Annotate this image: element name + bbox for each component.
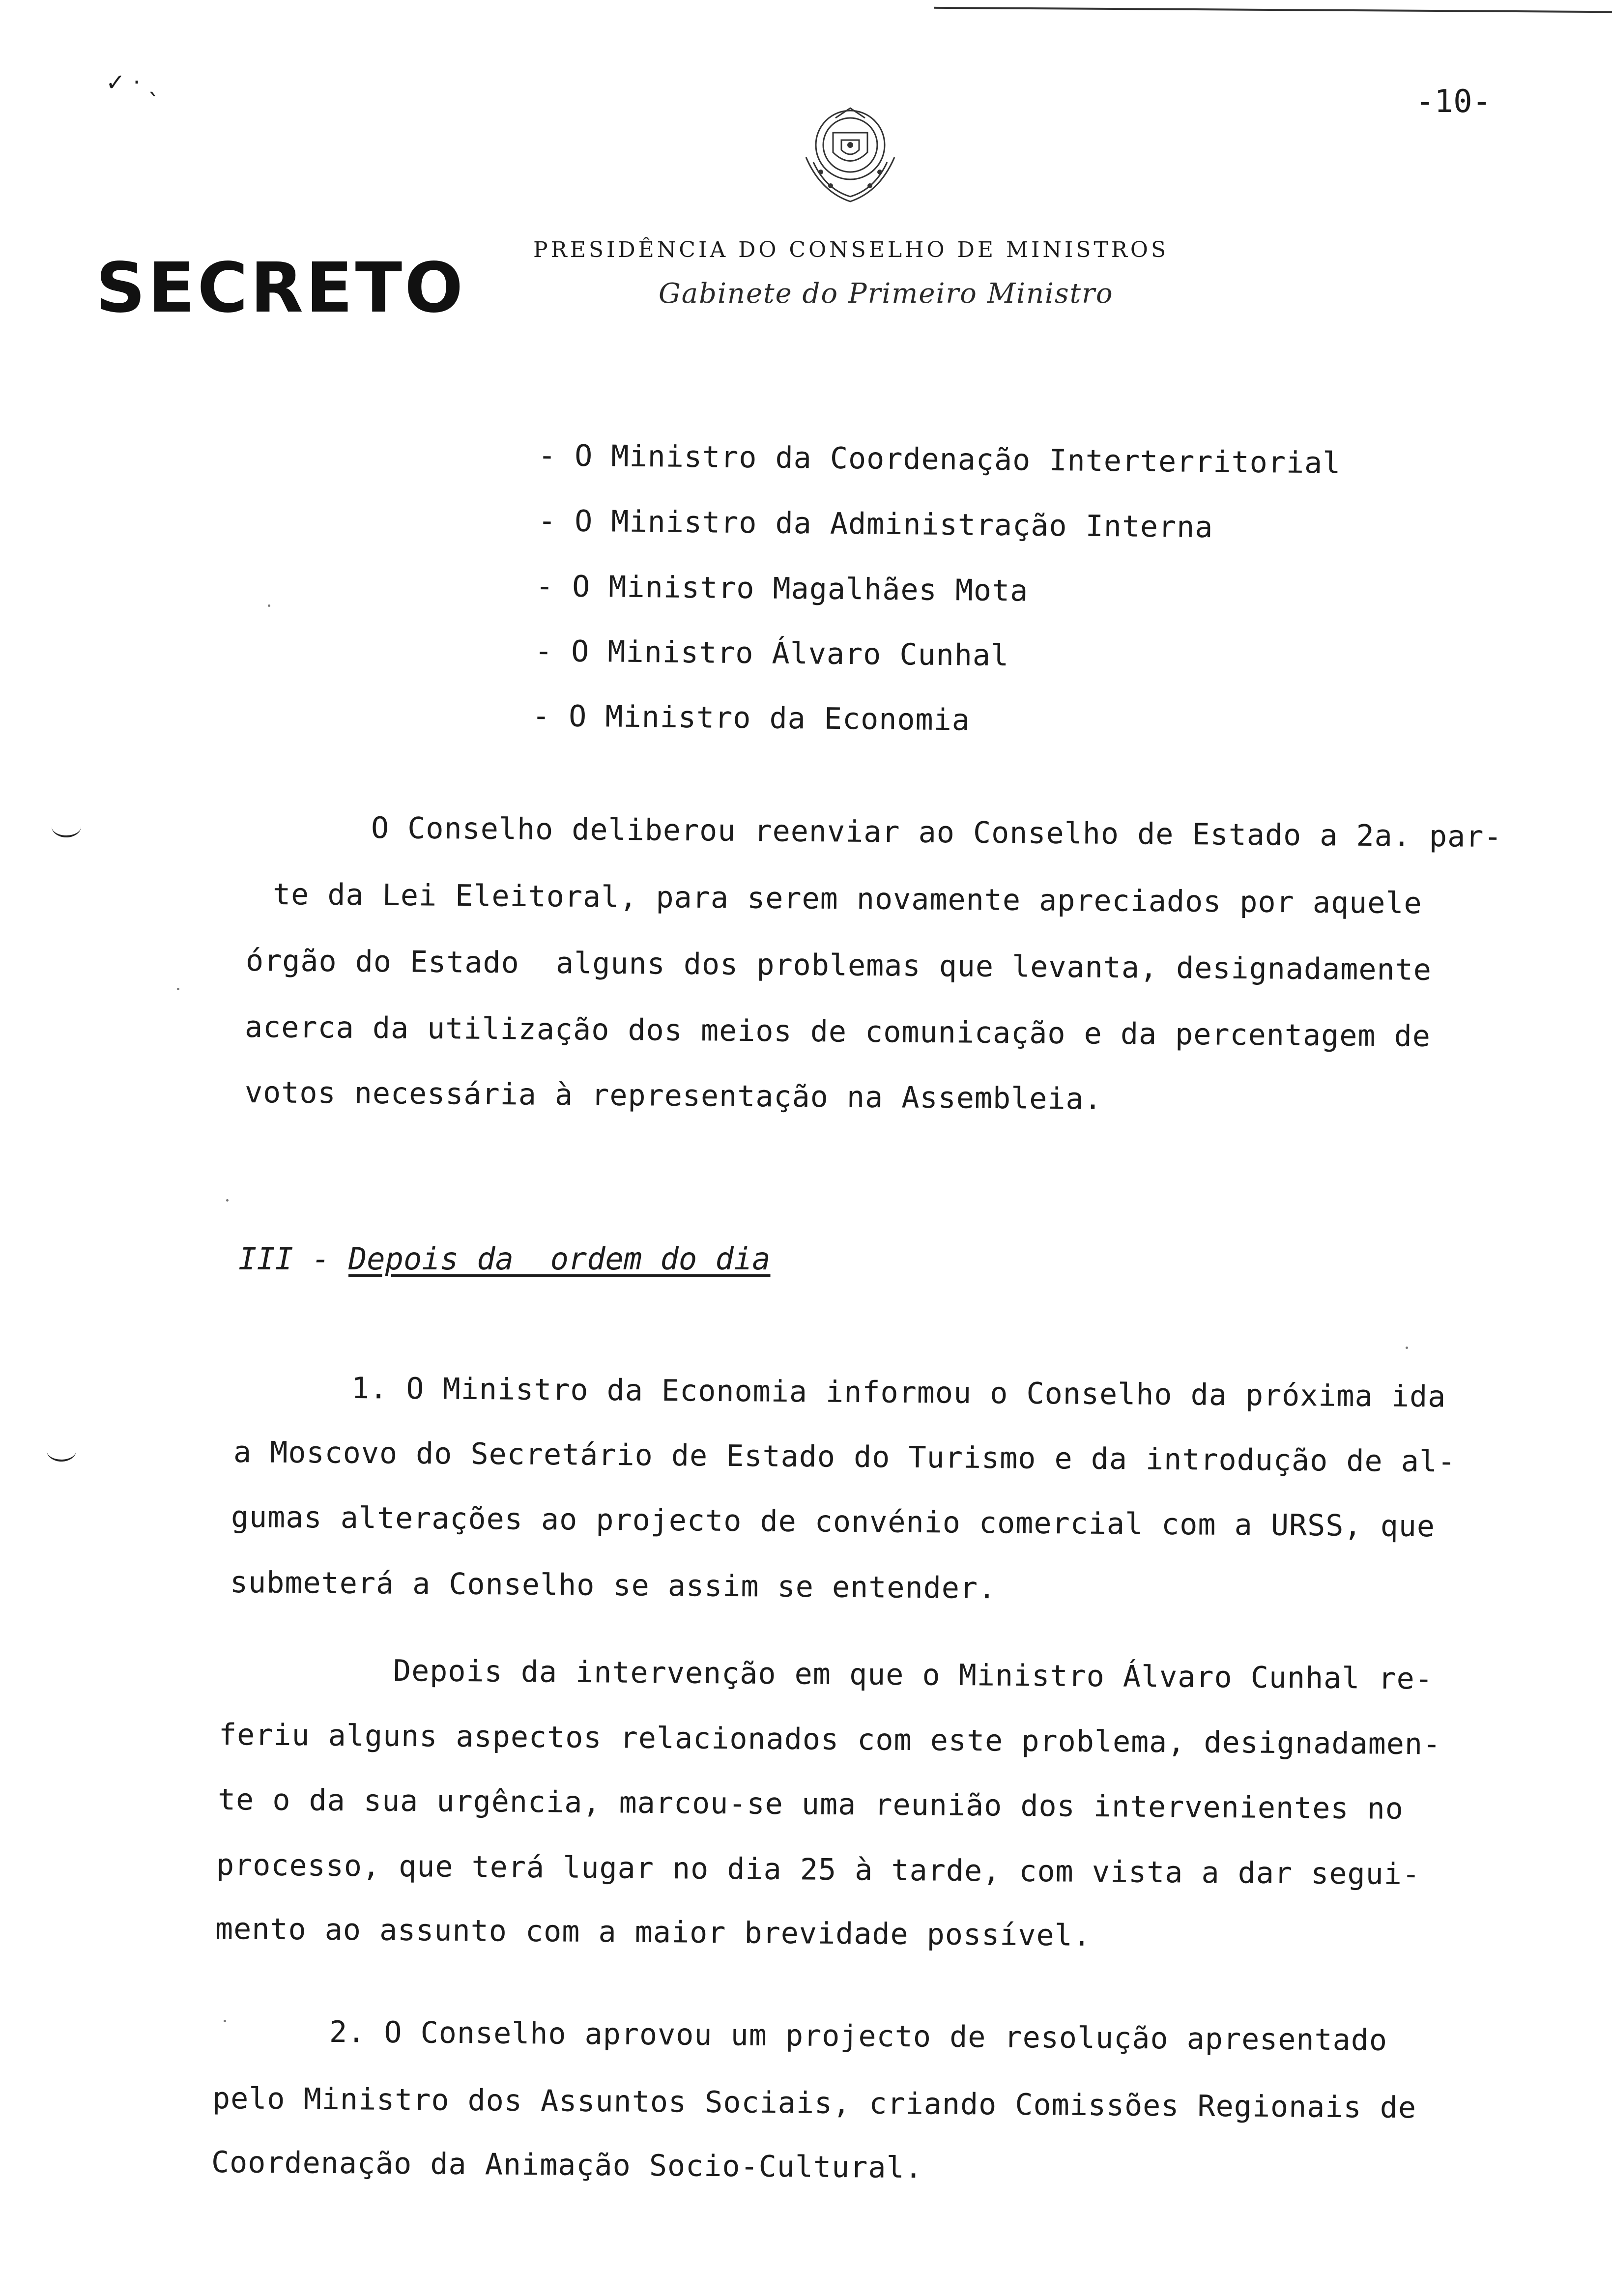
section-numeral: III -	[238, 1241, 348, 1277]
item1-line: 1. O Ministro da Economia informou o Conselho da próxima ida	[351, 1371, 1446, 1414]
coat-of-arms-icon	[786, 98, 914, 211]
item1-followup-line: Depois da intervenção em que o Ministro Álvaro Cunhal re-	[393, 1654, 1434, 1696]
item2-line: Coordenação da Animação Socio-Cultural.	[211, 2145, 923, 2185]
scan-speck	[1406, 1347, 1408, 1349]
item2-line: 2. O Conselho aprovou um projecto de resolução apresentado	[329, 2015, 1388, 2058]
paragraph-line: votos necessária à representação na Assembleia.	[244, 1075, 1103, 1117]
attendee-line: - O Ministro Magalhães Mota	[535, 569, 1029, 608]
section-title: Depois da ordem do dia	[348, 1241, 771, 1277]
item1-line: a Moscovo do Secretário de Estado do Turismo e da introdução de al-	[233, 1435, 1456, 1479]
classification-stamp: SECRETO	[96, 248, 466, 328]
item1-line: submeterá a Conselho se assim se entender.	[230, 1565, 997, 1606]
scan-speck	[226, 1199, 229, 1202]
paragraph-line: te da Lei Eleitoral, para serem novamente apreciados por aquele	[272, 877, 1422, 921]
item1-line: gumas alterações ao projecto de convénio comercial com a URSS, que	[230, 1500, 1436, 1544]
item1-followup-line: processo, que terá lugar no dia 25 à tarde, com vista a dar segui-	[216, 1848, 1421, 1892]
section-heading	[238, 1241, 771, 1277]
item1-followup-line: mento ao assunto com a maior brevidade possível.	[215, 1912, 1092, 1953]
office-subheader: Gabinete do Primeiro Ministro	[659, 278, 1114, 310]
attendee-line: - O Ministro Álvaro Cunhal	[534, 634, 1009, 673]
handwritten-marks: ✓ · ˎ	[106, 69, 160, 96]
binder-mark	[52, 816, 81, 837]
attendee-line: - O Ministro da Coordenação Interterritorial	[538, 438, 1341, 481]
attendee-line: - O Ministro da Economia	[532, 699, 971, 738]
paragraph-line: O Conselho deliberou reenviar ao Conselho de Estado a 2a. par-	[371, 811, 1502, 855]
item1-followup-line: te o da sua urgência, marcou-se uma reunião dos intervenientes no	[217, 1782, 1404, 1826]
institution-header: PRESIDÊNCIA DO CONSELHO DE MINISTROS	[533, 237, 1169, 262]
page-number: -10-	[1415, 84, 1492, 120]
scan-speck	[224, 2020, 226, 2022]
paragraph-line: órgão do Estado alguns dos problemas que levanta, designadamente	[245, 944, 1432, 987]
paragraph-line: acerca da utilização dos meios de comunicação e da percentagem de	[244, 1010, 1431, 1054]
top-edge-line	[934, 7, 1612, 13]
item1-followup-line: feriu alguns aspectos relacionados com este problema, designadamen-	[218, 1718, 1441, 1762]
binder-mark	[47, 1440, 76, 1462]
scan-speck	[177, 988, 179, 990]
attendee-line: - O Ministro da Administração Interna	[538, 504, 1213, 545]
scan-speck	[268, 604, 270, 607]
item2-line: pelo Ministro dos Assuntos Sociais, criando Comissões Regionais de	[212, 2081, 1417, 2125]
